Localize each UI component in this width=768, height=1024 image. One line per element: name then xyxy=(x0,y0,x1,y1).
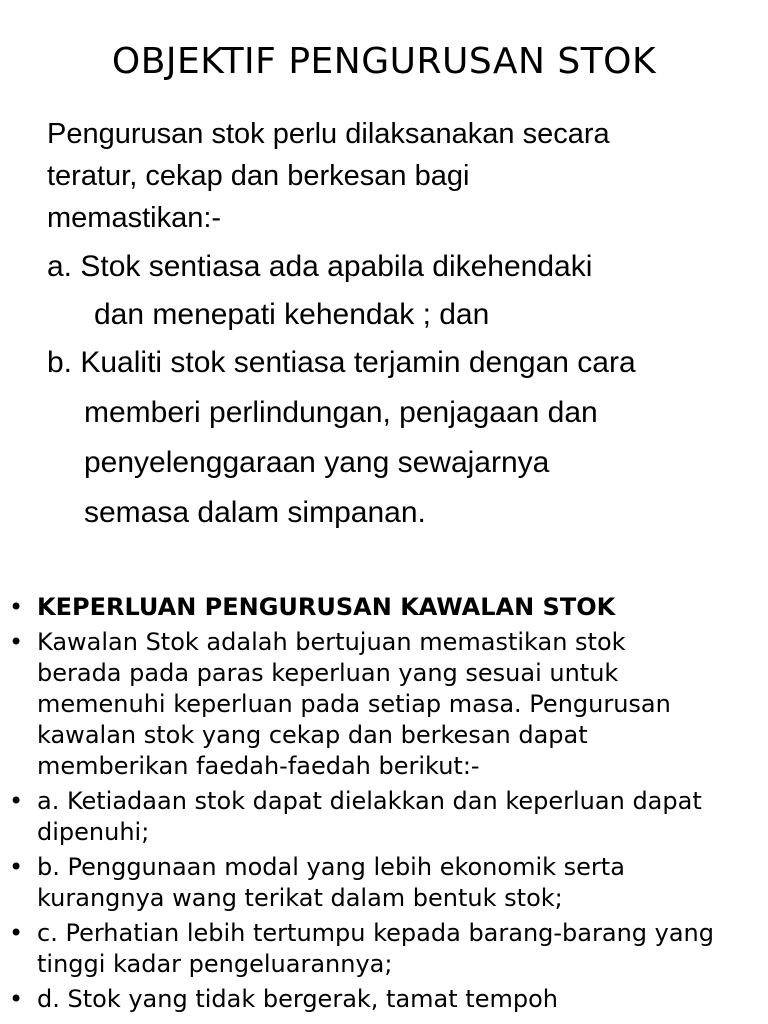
text-line: a. Ketiadaan stok dapat dielakkan dan keperluan dapat xyxy=(37,787,702,815)
list-item xyxy=(0,627,768,782)
bullet-marker: • xyxy=(9,919,24,947)
text-line: kawalan stok yang cekap dan berkesan dapat xyxy=(37,721,588,749)
intro-line: Pengurusan stok perlu dilaksanakan secara xyxy=(47,118,610,150)
text-line: b. Penggunaan modal yang lebih ekonomik serta xyxy=(37,853,625,881)
text-line: dipenuhi; xyxy=(37,818,150,846)
bullet-marker: • xyxy=(9,853,24,881)
objective-b-line-1: b. Kualiti stok sentiasa terjamin dengan cara xyxy=(47,346,636,379)
text-line: berada pada paras keperluan yang sesuai untuk xyxy=(37,659,619,687)
objective-b-line-3: penyelenggaraan yang sewajarnya xyxy=(84,446,550,479)
bullet-marker: • xyxy=(9,593,24,621)
objective-b-line-2: memberi perlindungan, penjagaan dan xyxy=(84,396,598,429)
list-item xyxy=(0,918,768,980)
bullet-list xyxy=(0,592,768,1019)
bullet-marker: • xyxy=(9,985,24,1013)
intro-line: teratur, cekap dan berkesan bagi xyxy=(47,160,470,192)
text-line: c. Perhatian lebih tertumpu kepada barang-barang yang xyxy=(37,919,715,947)
intro-paragraph xyxy=(47,113,610,239)
bullet-text xyxy=(37,918,764,980)
objective-a-line-2: dan menepati kehendak ; dan xyxy=(94,298,490,331)
objective-b-line-4: semasa dalam simpanan. xyxy=(84,496,426,529)
text-line: kurangnya wang terikat dalam bentuk stok; xyxy=(37,884,563,912)
bullet-marker: • xyxy=(9,628,24,656)
text-line: memenuhi keperluan pada setiap masa. Pengurusan xyxy=(37,690,671,718)
list-item xyxy=(0,852,768,914)
bullet-text xyxy=(37,852,764,914)
text-line: Kawalan Stok adalah bertujuan memastikan stok xyxy=(37,628,626,656)
section-heading: KEPERLUAN PENGURUSAN KAWALAN STOK xyxy=(37,593,616,621)
list-item xyxy=(0,984,768,1015)
bullet-text xyxy=(37,627,764,782)
bullet-marker: • xyxy=(9,787,24,815)
list-item xyxy=(0,592,768,623)
bullet-text xyxy=(37,786,764,848)
page-title: OBJEKTIF PENGURUSAN STOK xyxy=(111,41,657,82)
text-line: memberikan faedah-faedah berikut:- xyxy=(37,752,480,780)
text-line: tinggi kadar pengeluarannya; xyxy=(37,950,393,978)
text-line: d. Stok yang tidak bergerak, tamat tempoh xyxy=(37,985,558,1013)
objective-a-line-1: a. Stok sentiasa ada apabila dikehendaki xyxy=(47,250,593,283)
intro-line: memastikan:- xyxy=(47,202,222,234)
list-item xyxy=(0,786,768,848)
bullet-text xyxy=(37,984,764,1015)
